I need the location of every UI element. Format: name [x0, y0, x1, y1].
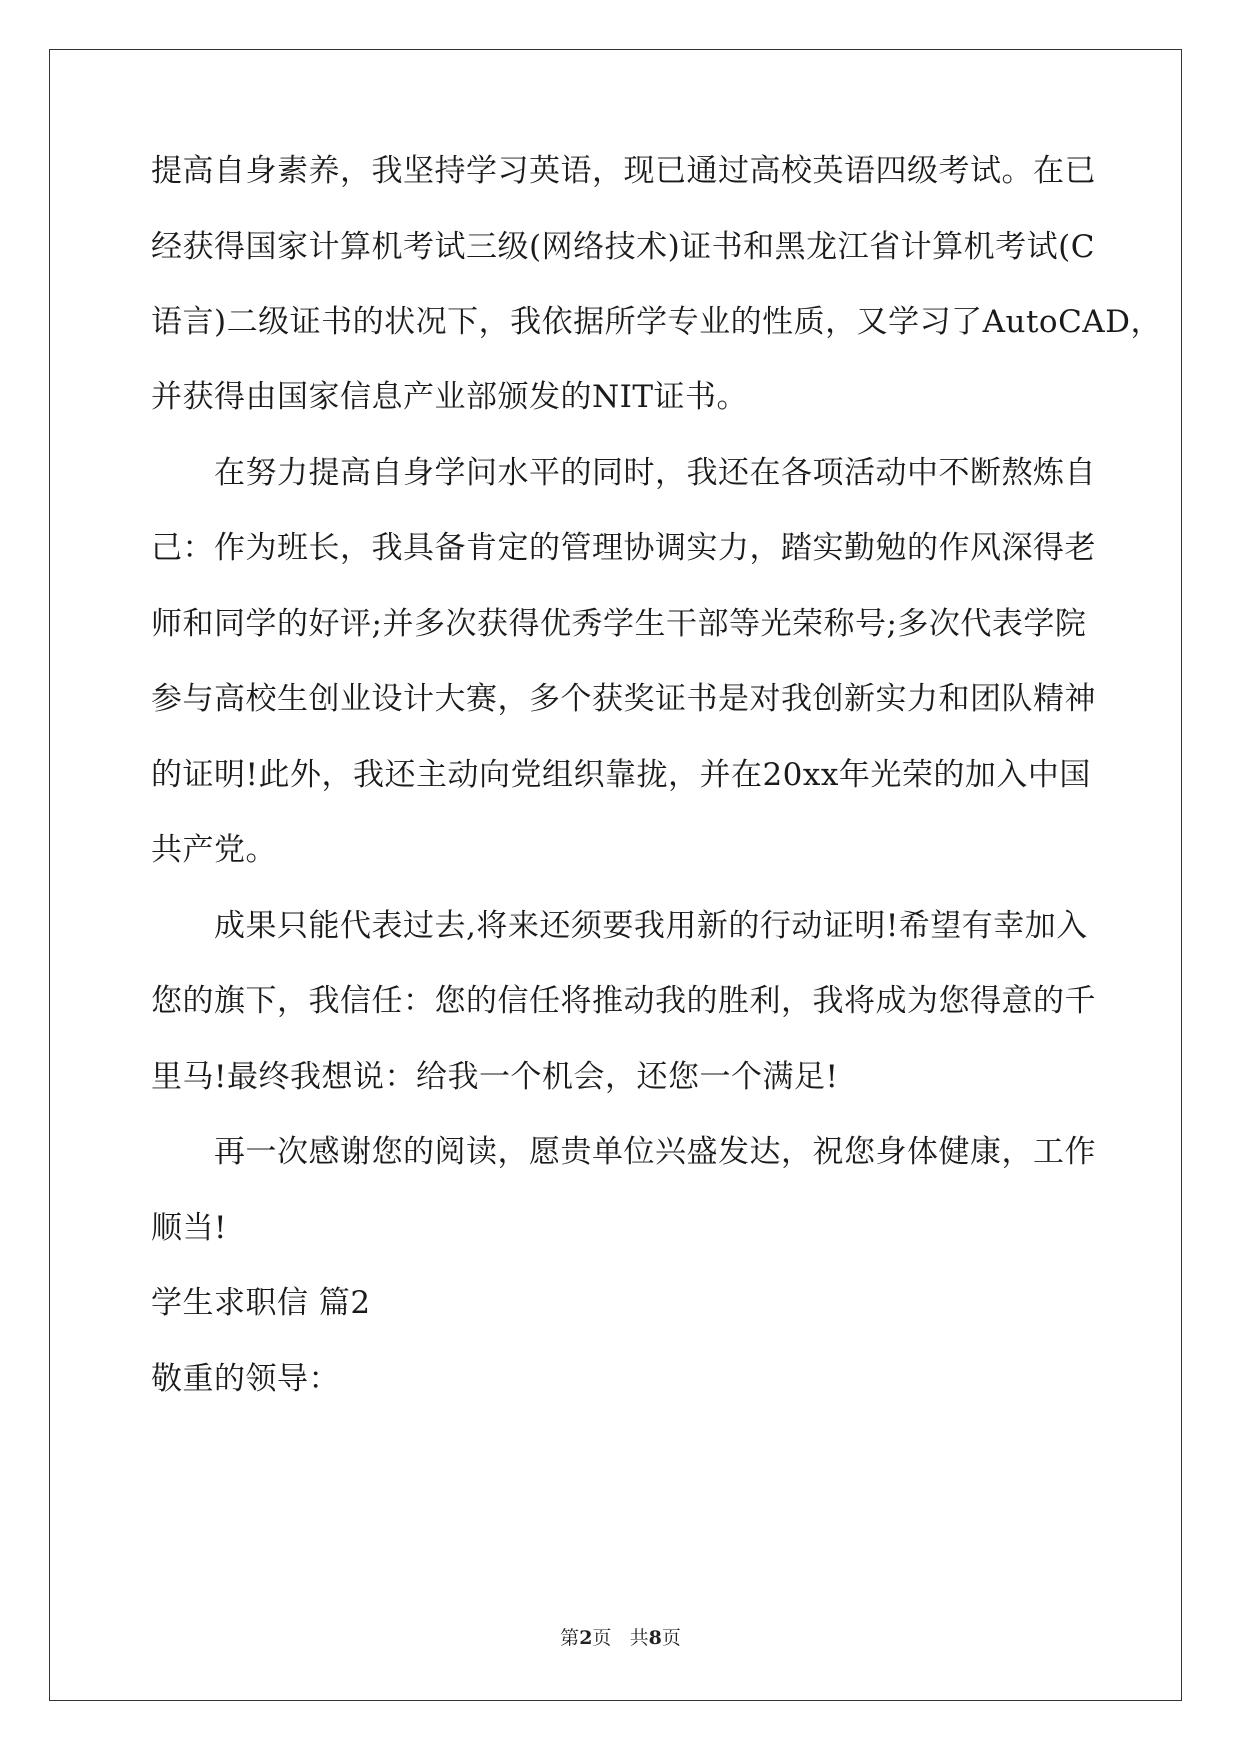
text-line: 己：作为班长，我具备肯定的管理协调实力，踏实勤勉的作风深得老: [151, 530, 1096, 566]
text-line: 经获得国家计算机考试三级(网络技术)证书和黑龙江省计算机考试(C: [151, 229, 1095, 265]
text-line: 参与高校生创业设计大赛，多个获奖证书是对我创新实力和团队精神: [151, 681, 1096, 717]
text-line: 并获得由国家信息产业部颁发的NIT证书。: [151, 379, 749, 415]
current-page-number: 2: [579, 1627, 593, 1649]
text-line: 的证明!此外，我还主动向党组织靠拢，并在20xx年光荣的加入中国: [151, 757, 1091, 793]
section-heading: 学生求职信 篇2: [151, 1285, 371, 1321]
total-page-number: 8: [648, 1627, 662, 1649]
text-line: 您的旗下，我信任：您的信任将推动我的胜利，我将成为您得意的千: [151, 983, 1096, 1019]
footer-total-suffix: 页: [661, 1627, 681, 1649]
page-footer: [0, 1626, 1241, 1650]
footer-prefix: 第: [560, 1627, 580, 1649]
footer-total-prefix: 共: [629, 1627, 649, 1649]
text-line: 语言)二级证书的状况下，我依据所学专业的性质，又学习了AutoCAD，: [151, 304, 1163, 340]
text-line: 顺当!: [151, 1210, 227, 1246]
page-border: [49, 49, 1182, 1701]
text-line: 成果只能代表过去,将来还须要我用新的行动证明!希望有幸加入: [214, 908, 1088, 944]
text-line: 再一次感谢您的阅读，愿贵单位兴盛发达，祝您身体健康，工作: [214, 1134, 1096, 1170]
footer-page-suffix: 页: [592, 1627, 612, 1649]
text-line: 在努力提高自身学问水平的同时，我还在各项活动中不断熬炼自: [214, 455, 1096, 491]
text-line: 里马!最终我想说：给我一个机会，还您一个满足!: [151, 1059, 839, 1095]
text-line: 提高自身素养，我坚持学习英语，现已通过高校英语四级考试。在已: [151, 153, 1096, 189]
text-line: 共产党。: [151, 832, 277, 868]
text-line: 师和同学的好评;并多次获得优秀学生干部等光荣称号;多次代表学院: [151, 606, 1087, 642]
salutation: 敬重的领导：: [151, 1361, 340, 1397]
